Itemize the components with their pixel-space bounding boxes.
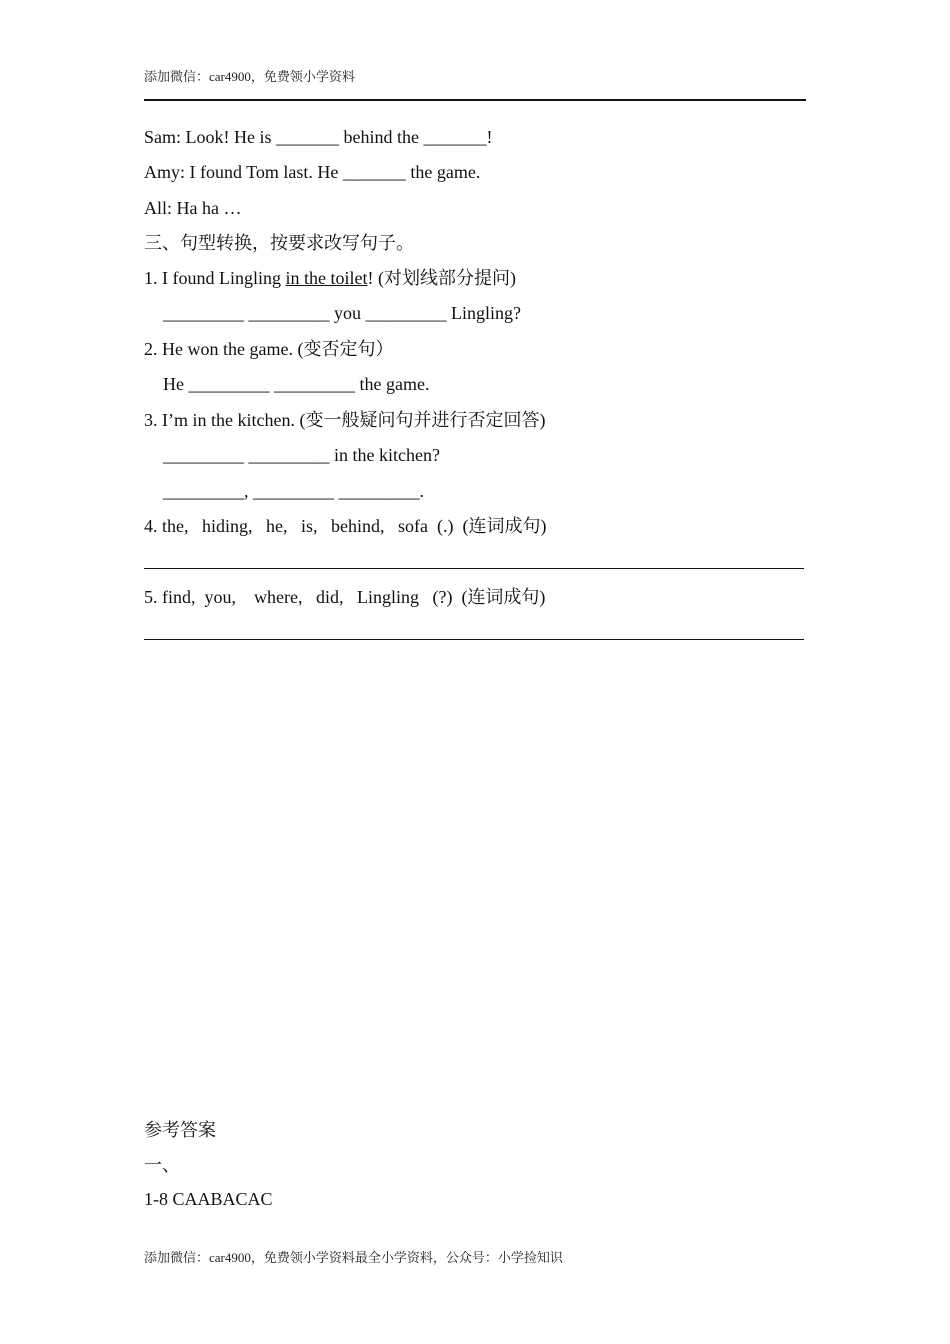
question-4-answer-line (144, 568, 804, 569)
question-3-answer-2: _________, _________ _________. (163, 481, 424, 501)
question-3-answer-1: _________ _________ in the kitchen? (163, 445, 440, 465)
question-1-answer: _________ _________ you _________ Lingling? (163, 303, 521, 323)
question-2-answer: He _________ _________ the game. (163, 374, 430, 394)
question-5-answer-line (144, 639, 804, 640)
section-title: 三、句型转换，按要求改写句子。 (144, 233, 414, 253)
question-4: 4. the, hiding, he, is, behind, sofa (.) (连词成句) (144, 516, 547, 536)
question-1 (144, 267, 516, 289)
question-5: 5. find, you, where, did, Lingling (?) (连词成句) (144, 587, 546, 607)
answers-line-1: 1-8 CAABACAC (144, 1189, 273, 1209)
question-1-suffix: ! (对划线部分提问) (367, 268, 516, 288)
question-2: 2. He won the game. (变否定句） (144, 339, 394, 359)
page-footer: 添加微信：car4900，免费领小学资料最全小学资料，公众号：小学捡知识 (144, 1250, 563, 1265)
answers-part-1: 一、 (144, 1155, 180, 1175)
question-3: 3. I’m in the kitchen. (变一般疑问句并进行否定回答) (144, 410, 546, 430)
header-divider (144, 99, 806, 101)
question-1-underlined: in the toilet (285, 268, 368, 288)
question-1-prefix: 1. I found Lingling (144, 268, 286, 288)
answers-title: 参考答案 (144, 1120, 216, 1140)
dialogue-sam: Sam: Look! He is _______ behind the _______! (144, 127, 493, 147)
dialogue-amy: Amy: I found Tom last. He _______ the game. (144, 162, 481, 182)
dialogue-all: All: Ha ha … (144, 198, 242, 218)
page-header: 添加微信：car4900，免费领小学资料 (144, 69, 355, 84)
